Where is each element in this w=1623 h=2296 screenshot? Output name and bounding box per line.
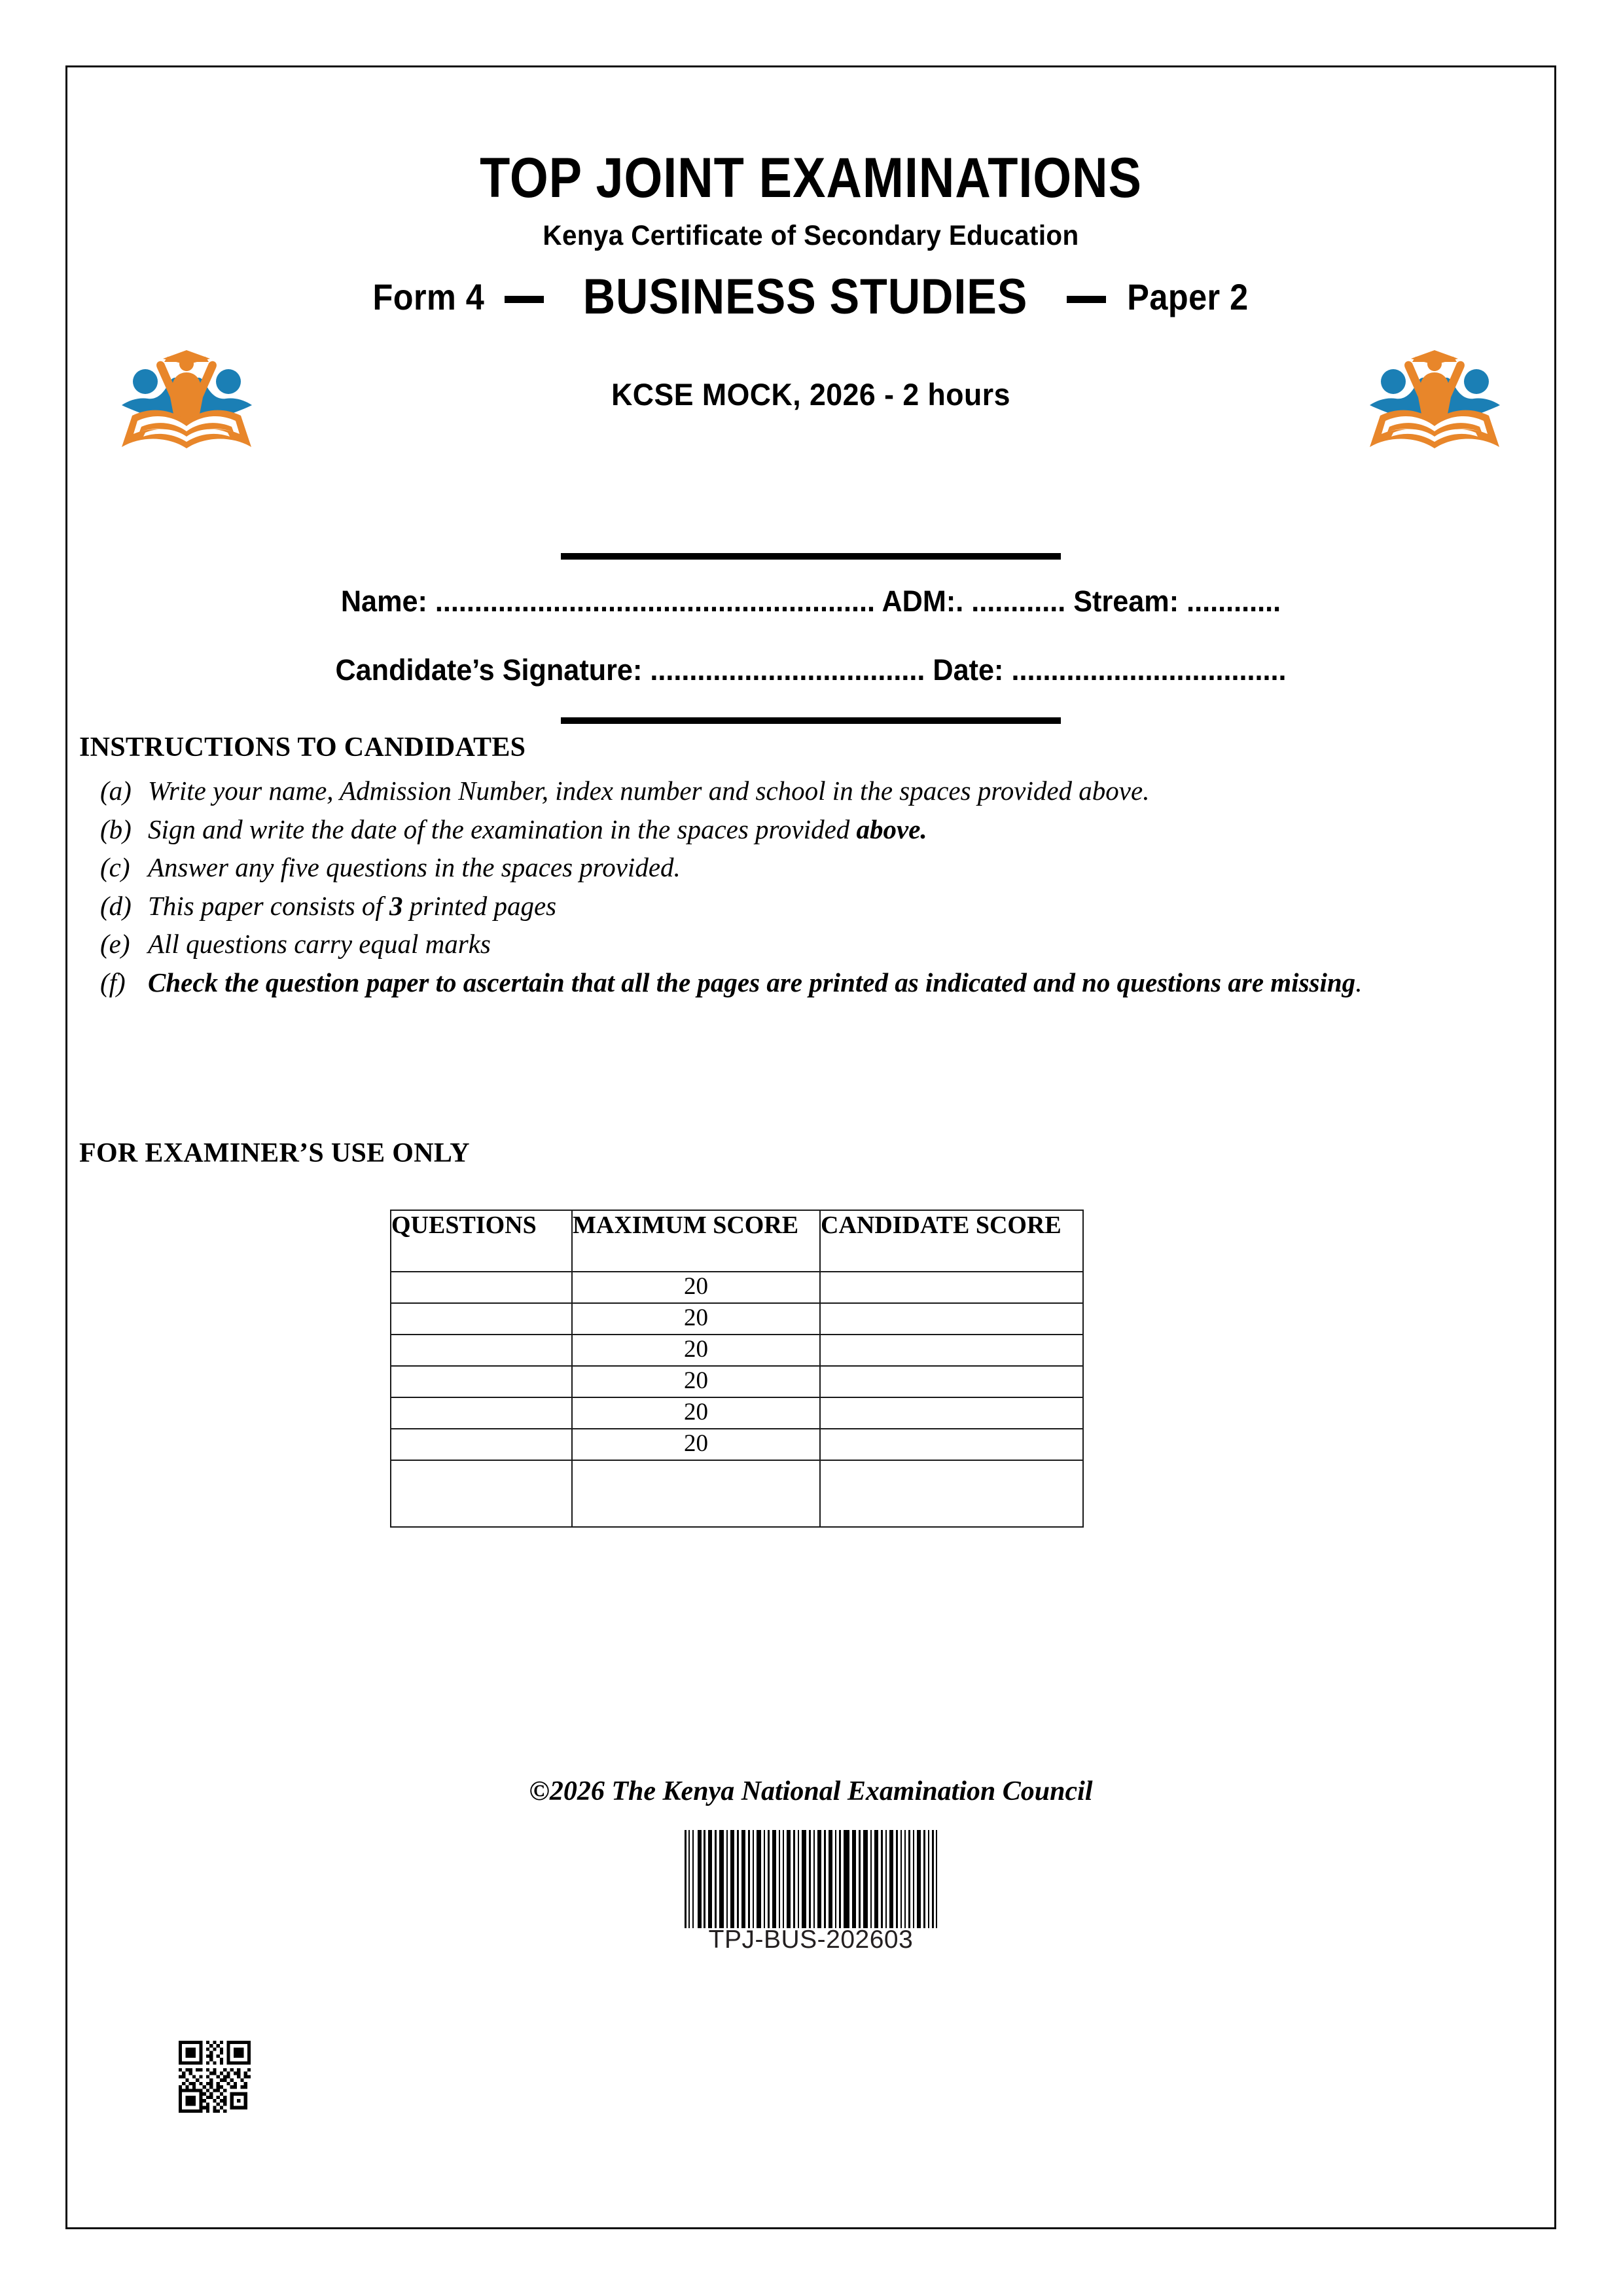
copyright-notice: ©2026 The Kenya National Examination Council (529, 1776, 1093, 1806)
table-row (391, 1397, 1083, 1429)
instruction-letter: (e) (100, 929, 130, 960)
instruction-text-plain: Check the question paper to ascertain that all the pages are printed as indicated and no questions are missing (148, 967, 1356, 997)
cell-questions[interactable] (391, 1429, 572, 1460)
cell-maximum-score: 20 (572, 1366, 820, 1397)
instruction-text (148, 888, 1512, 924)
instruction-text-emphasis: above. (856, 814, 927, 844)
instruction-letter: (d) (100, 890, 132, 921)
cell-candidate-score[interactable] (820, 1335, 1083, 1366)
examiner-use-heading: FOR EXAMINER’S USE ONLY (79, 1138, 470, 1168)
cell-maximum-score: 20 (572, 1272, 820, 1303)
instruction-item (79, 850, 1512, 886)
instruction-text (148, 812, 1512, 848)
cell-candidate-score[interactable] (820, 1397, 1083, 1429)
instruction-item (79, 812, 1512, 848)
table-row (391, 1335, 1083, 1366)
instruction-item (79, 965, 1512, 1001)
cell-questions[interactable] (391, 1366, 572, 1397)
cell-candidate-score[interactable] (820, 1272, 1083, 1303)
cell-total-candidate-score[interactable] (820, 1460, 1083, 1527)
table-row (391, 1429, 1083, 1460)
cell-candidate-score[interactable] (820, 1429, 1083, 1460)
column-header-candidate-score: CANDIDATE SCORE (820, 1210, 1083, 1272)
instruction-item (79, 926, 1512, 962)
barcode-label: TPJ-BUS-202603 (708, 1926, 914, 1954)
qr-code-icon (179, 2041, 251, 2113)
instruction-letter: (b) (100, 814, 132, 844)
instruction-text: Write your name, Admission Number, index number and school in the spaces provided above. (148, 776, 1150, 806)
cell-maximum-score: 20 (572, 1303, 820, 1335)
form-label: Form 4 (372, 276, 484, 317)
divider-rule-bottom (561, 717, 1061, 724)
barcode-block (683, 1830, 938, 1954)
cell-questions[interactable] (391, 1272, 572, 1303)
table-total-row (391, 1460, 1083, 1527)
instructions-heading: INSTRUCTIONS TO CANDIDATES (79, 732, 526, 762)
cell-candidate-score[interactable] (820, 1366, 1083, 1397)
page-content (67, 67, 1554, 2227)
instruction-letter: (a) (100, 776, 132, 806)
column-header-maximum-score: MAXIMUM SCORE (572, 1210, 820, 1272)
barcode-icon (683, 1830, 938, 1928)
candidate-signature-date-field[interactable]: Candidate’s Signature: ................................... Date: ................................... (335, 653, 1287, 687)
paper-label: Paper 2 (1127, 276, 1249, 317)
instruction-text-plain: This paper consists of (148, 890, 390, 921)
certificate-subtitle: Kenya Certificate of Secondary Education (543, 220, 1079, 251)
instructions-list (79, 773, 1512, 1003)
divider-rule-top (561, 553, 1061, 560)
examiner-score-table (390, 1210, 1084, 1528)
total-spacer-questions (391, 1460, 572, 1527)
exam-body-title: TOP JOINT EXAMINATIONS (480, 147, 1142, 209)
exam-session-line: KCSE MOCK, 2026 - 2 hours (611, 377, 1010, 412)
instruction-text-tail: . (1355, 967, 1363, 997)
qr-code-block (179, 2041, 251, 2113)
instruction-text-plain: Sign and write the date of the examination in the spaces provided (148, 814, 857, 844)
instruction-letter: (c) (100, 852, 130, 883)
cell-maximum-score: 20 (572, 1397, 820, 1429)
dash-separator-right-icon (1067, 296, 1106, 303)
total-spacer-maximum (572, 1460, 820, 1527)
subject-line (67, 260, 1554, 332)
dash-separator-left-icon (505, 296, 544, 303)
instruction-item (79, 888, 1512, 924)
table-header-row (391, 1210, 1083, 1272)
candidate-name-adm-stream-field[interactable]: Name: ........................................................ ADM:. ............ Stream: ............ (340, 584, 1281, 618)
cell-candidate-score[interactable] (820, 1303, 1083, 1335)
instruction-text-tail: printed pages (402, 890, 557, 921)
instruction-item (79, 773, 1512, 809)
table-row (391, 1272, 1083, 1303)
cell-questions[interactable] (391, 1397, 572, 1429)
instruction-text: Answer any five questions in the spaces provided. (148, 852, 681, 883)
cell-questions[interactable] (391, 1303, 572, 1335)
instruction-letter: (f) (100, 967, 126, 997)
instruction-text-emphasis: 3 (389, 890, 403, 921)
table-row (391, 1303, 1083, 1335)
page-frame (65, 65, 1556, 2229)
cell-maximum-score: 20 (572, 1429, 820, 1460)
subject-name: BUSINESS STUDIES (583, 268, 1028, 325)
table-row (391, 1366, 1083, 1397)
score-table-wrapper (390, 1210, 1084, 1528)
column-header-questions: QUESTIONS (391, 1210, 572, 1272)
cell-questions[interactable] (391, 1335, 572, 1366)
instruction-text: All questions carry equal marks (148, 929, 491, 960)
cell-maximum-score: 20 (572, 1335, 820, 1366)
instruction-text (148, 965, 1512, 1001)
